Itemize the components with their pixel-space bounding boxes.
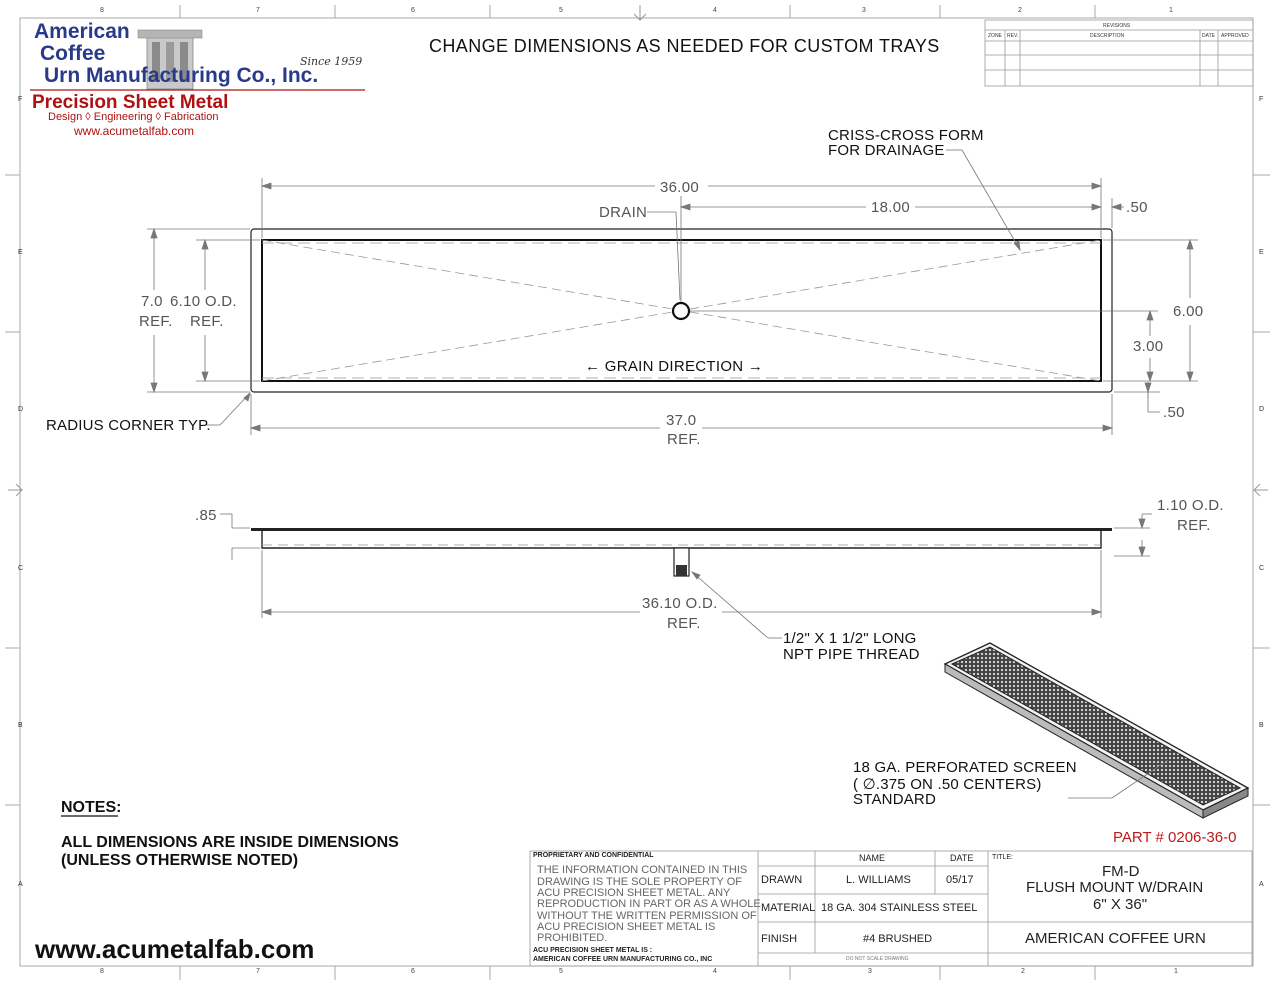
title-line-3: 6" X 36" (1093, 896, 1148, 913)
zone-label: F (18, 96, 23, 103)
zone-label: 1 (1169, 7, 1173, 14)
pipe-thread-label: 1/2" X 1 1/2" LONG (783, 630, 917, 647)
zone-label: 1 (1174, 968, 1178, 975)
zone-label: 2 (1021, 968, 1025, 975)
dimension-85: .85 (195, 507, 217, 524)
zone-label: 3 (862, 7, 866, 14)
proprietary-text: ACU PRECISION SHEET METAL IS (537, 921, 716, 933)
logo-american: American (34, 20, 130, 43)
drain-label: DRAIN (599, 204, 648, 221)
logo-coffee: Coffee (40, 42, 106, 65)
page-heading: CHANGE DIMENSIONS AS NEEDED FOR CUSTOM TRAYS (429, 36, 940, 56)
notes-line: (UNLESS OTHERWISE NOTED) (61, 852, 299, 869)
zone-label: F (1259, 96, 1264, 103)
revision-header: APPROVED (1221, 33, 1249, 39)
dimension-50-top: .50 (1126, 199, 1148, 216)
logo-precision-sheet-metal: Precision Sheet Metal (32, 92, 229, 113)
criss-cross-label: CRISS-CROSS FORM (828, 127, 984, 144)
revision-table-lines (985, 20, 1253, 86)
zone-label: A (1259, 881, 1264, 888)
material-value: 18 GA. 304 STAINLESS STEEL (821, 902, 978, 914)
title-line-2: FLUSH MOUNT W/DRAIN (1026, 879, 1204, 896)
side-view-tray (251, 528, 1112, 576)
notes-title: NOTES: (61, 799, 122, 816)
dimension-18: 18.00 (871, 199, 911, 216)
proprietary-text: ACU PRECISION SHEET METAL. ANY (537, 887, 731, 899)
drawn-label: DRAWN (761, 874, 803, 886)
title-line-1: FM-D (1102, 863, 1140, 880)
screen-line: STANDARD (853, 791, 936, 808)
dimension-50-bottom: .50 (1163, 404, 1185, 421)
drain-hole (673, 303, 689, 319)
zone-label: A (18, 881, 23, 888)
ref-label: REF. (1177, 517, 1211, 534)
screen-line: 18 GA. PERFORATED SCREEN (853, 759, 1077, 776)
dimension-110: 1.10 O.D. (1157, 497, 1224, 514)
proprietary-title: PROPRIETARY AND CONFIDENTIAL (533, 852, 654, 859)
zone-label: B (1259, 722, 1264, 729)
date-header: DATE (950, 853, 974, 863)
finish-value: #4 BRUSHED (863, 933, 933, 945)
ref-label: REF. (667, 431, 701, 448)
screen-line: ( ∅.375 ON .50 CENTERS) (853, 776, 1042, 793)
zone-label: 6 (411, 968, 415, 975)
zone-label: 5 (559, 7, 563, 14)
part-number: PART # 0206-36-0 (1113, 829, 1237, 846)
zone-label: E (18, 249, 23, 256)
dimension-3610: 36.10 O.D. (642, 595, 718, 612)
do-not-scale: DO NOT SCALE DRAWING (846, 956, 909, 962)
logo-url: www.acumetalfab.com (74, 124, 195, 138)
ref-label: REF. (190, 313, 224, 330)
dimension-300: 3.00 (1133, 338, 1164, 355)
material-label: MATERIAL (761, 902, 816, 914)
dimension-37: 37.0 (666, 412, 697, 429)
acu-line: ACU PRECISION SHEET METAL IS : (533, 947, 653, 954)
logo-urn: Urn Manufacturing Co., Inc. (44, 64, 319, 87)
revision-header: DATE (1202, 33, 1215, 39)
zone-label: 7 (256, 7, 260, 14)
name-header: NAME (859, 853, 886, 863)
zone-label: 5 (559, 968, 563, 975)
zone-label: 3 (868, 968, 872, 975)
ref-label: REF. (667, 615, 701, 632)
grain-direction: ← GRAIN DIRECTION → (585, 358, 764, 375)
drawn-date: 05/17 (946, 874, 974, 886)
dimension-600: 6.00 (1173, 303, 1204, 320)
radius-corner-label: RADIUS CORNER TYP. (46, 417, 211, 434)
ref-label: REF. (139, 313, 173, 330)
drawing-frame (20, 18, 1253, 966)
logo-tagline: Design ◊ Engineering ◊ Fabrication (48, 111, 219, 123)
zone-label: 7 (256, 968, 260, 975)
drawn-name: L. WILLIAMS (846, 874, 911, 886)
logo-since: Since 1959 (300, 55, 363, 68)
zone-label: 2 (1018, 7, 1022, 14)
revision-header: REV. (1007, 33, 1019, 39)
zone-label: 8 (100, 968, 104, 975)
zone-label: D (18, 406, 24, 413)
zone-label: E (1259, 249, 1264, 256)
pipe-thread-label: NPT PIPE THREAD (783, 646, 920, 663)
title-label: TITLE: (992, 854, 1014, 861)
notes-line: ALL DIMENSIONS ARE INSIDE DIMENSIONS (61, 834, 399, 851)
revision-title: REVISIONS (1103, 23, 1131, 29)
zone-label: C (1259, 565, 1265, 572)
criss-cross-label: FOR DRAINAGE (828, 142, 945, 159)
zone-label: B (18, 722, 23, 729)
dimension-7: 7.0 (141, 293, 163, 310)
dimension-610: 6.10 O.D. (170, 293, 237, 310)
finish-label: FINISH (761, 933, 798, 945)
revision-header: DESCRIPTION (1090, 33, 1125, 39)
proprietary-text: REPRODUCTION IN PART OR AS A WHOLE (537, 898, 761, 910)
zone-label: 4 (713, 968, 717, 975)
zone-label: 8 (100, 7, 104, 14)
zone-label: 4 (713, 7, 717, 14)
zone-label: D (1259, 406, 1265, 413)
proprietary-text: THE INFORMATION CONTAINED IN THIS (537, 864, 748, 876)
zone-label: 6 (411, 7, 415, 14)
acu-line-2: AMERICAN COFFEE URN MANUFACTURING CO., INC (533, 956, 713, 963)
proprietary-text: WITHOUT THE WRITTEN PERMISSION OF (537, 910, 757, 922)
company-name: AMERICAN COFFEE URN (1025, 930, 1206, 947)
proprietary-text: PROHIBITED. (537, 932, 608, 944)
revision-header: ZONE (988, 33, 1002, 39)
website-url[interactable]: www.acumetalfab.com (35, 934, 315, 964)
zone-label: C (18, 565, 24, 572)
proprietary-text: DRAWING IS THE SOLE PROPERTY OF (537, 876, 742, 888)
dimension-36: 36.00 (660, 179, 700, 196)
